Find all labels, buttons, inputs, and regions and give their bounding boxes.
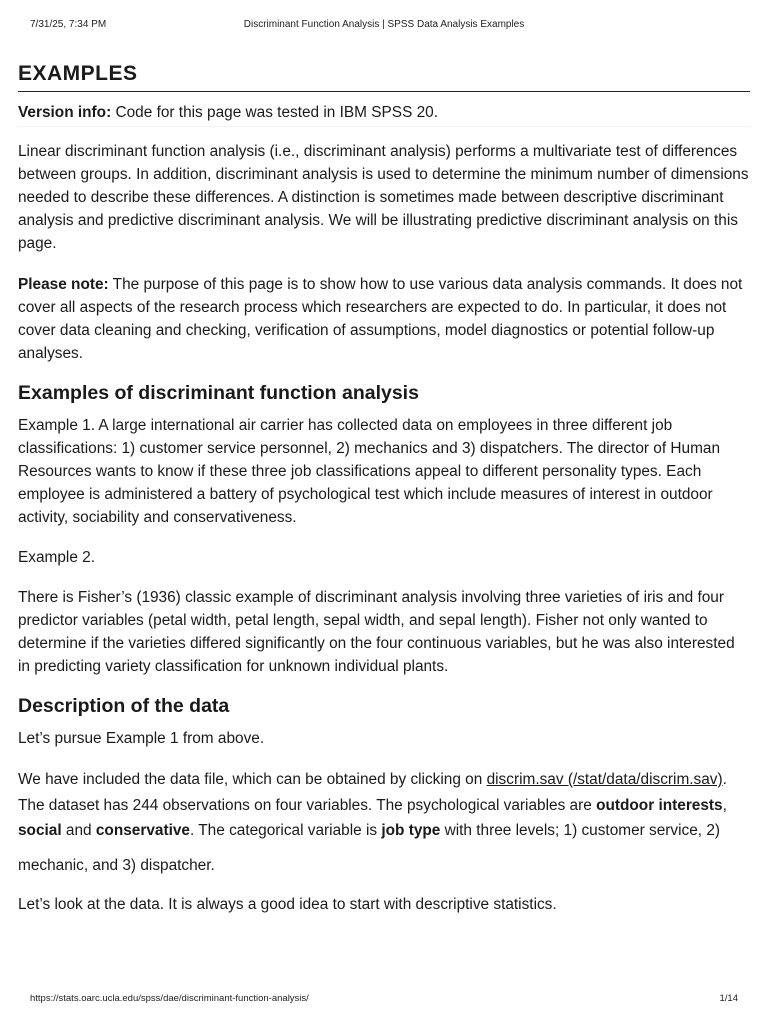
section-heading-text: EXAMPLES [18,62,138,85]
section-heading-clipped [18,60,750,92]
note-label: Please note: [18,276,109,293]
version-info-text: Code for this page was tested in IBM SPSS 20. [111,104,439,121]
var-outdoor: outdoor interests [596,796,723,814]
print-url: https://stats.oarc.ucla.edu/spss/dae/discriminant-function-analysis/ [30,993,309,1004]
example2-label: Example 2. [18,549,95,566]
version-info [18,101,750,127]
example2-paragraph: There is Fisher’s (1936) classic example of discriminant analysis involving three varieties of iris and four predictor variables (petal width, petal length, sepal width, and sepal length). Fisher not only wanted to determine if the varieties differed significantly on the four continuous variables, but he was also interested in predicting variety classification for unknown individual plants. [18,589,735,676]
data-heading: Description of the data [18,695,230,717]
page-number: 1/14 [719,993,738,1004]
print-footer [30,993,738,1007]
version-info-label: Version info: [18,104,112,121]
note-paragraph [18,273,750,365]
note-text: The purpose of this page is to show how to use various data analysis commands. It does not cover all aspects of the research process which researchers are expected to do. In particular, it does not cover data cleaning and checking, verification of assumptions, model diagnostics or potential follow-up analyses. [18,276,743,363]
pursue-paragraph: Let’s pursue Example 1 from above. [18,730,265,747]
var-conservative: conservative [95,822,190,839]
discrim-sav-link[interactable]: discrim.sav (/stat/data/discrim.sav) [486,771,723,788]
var-job-type: job type [381,822,441,839]
datafile-paragraph: We have included the data file, which can be obtained by clicking on discrim.sav (/stat/data/discrim.sav). The dataset has 244 observations on four variables. The psychological variables are outdoor interests, social and conservative. The categorical variable is job type with three levels; 1) customer service, 2) [18,771,727,839]
datafile-continued: mechanic, and 3) dispatcher. [18,857,215,874]
examples-heading: Examples of discriminant function analysis [18,382,419,404]
lookdata-paragraph: Let’s look at the data. It is always a good idea to start with descriptive statistics. [18,896,557,913]
datafile-text: We have included the data file, which can be obtained by clicking on [18,771,487,788]
print-datetime: 7/31/25, 7:34 PM [30,19,107,30]
intro-paragraph: Linear discriminant function analysis (i.e., discriminant analysis) performs a multivariate test of differences between groups. In addition, discriminant analysis is used to determine the minimum number of dimensions needed to describe these differences. A distinction is sometimes made between descriptive discriminant analysis and predictive discriminant analysis. We will be illustrating predictive discriminant analysis on this page. [18,143,749,253]
var-social: social [18,822,62,839]
print-header [30,19,738,33]
print-page-title: Discriminant Function Analysis | SPSS Data Analysis Examples [243,19,525,30]
example1-paragraph: Example 1. A large international air carrier has collected data on employees in three different job classifications: 1) customer service personnel, 2) mechanics and 3) dispatchers. The director of Human Resources wants to know if these three job classifications appeal to different personality types. Each employee is administered a battery of psychological test which include measures of interest in outdoor activity, sociability and conservativeness. [18,417,721,527]
